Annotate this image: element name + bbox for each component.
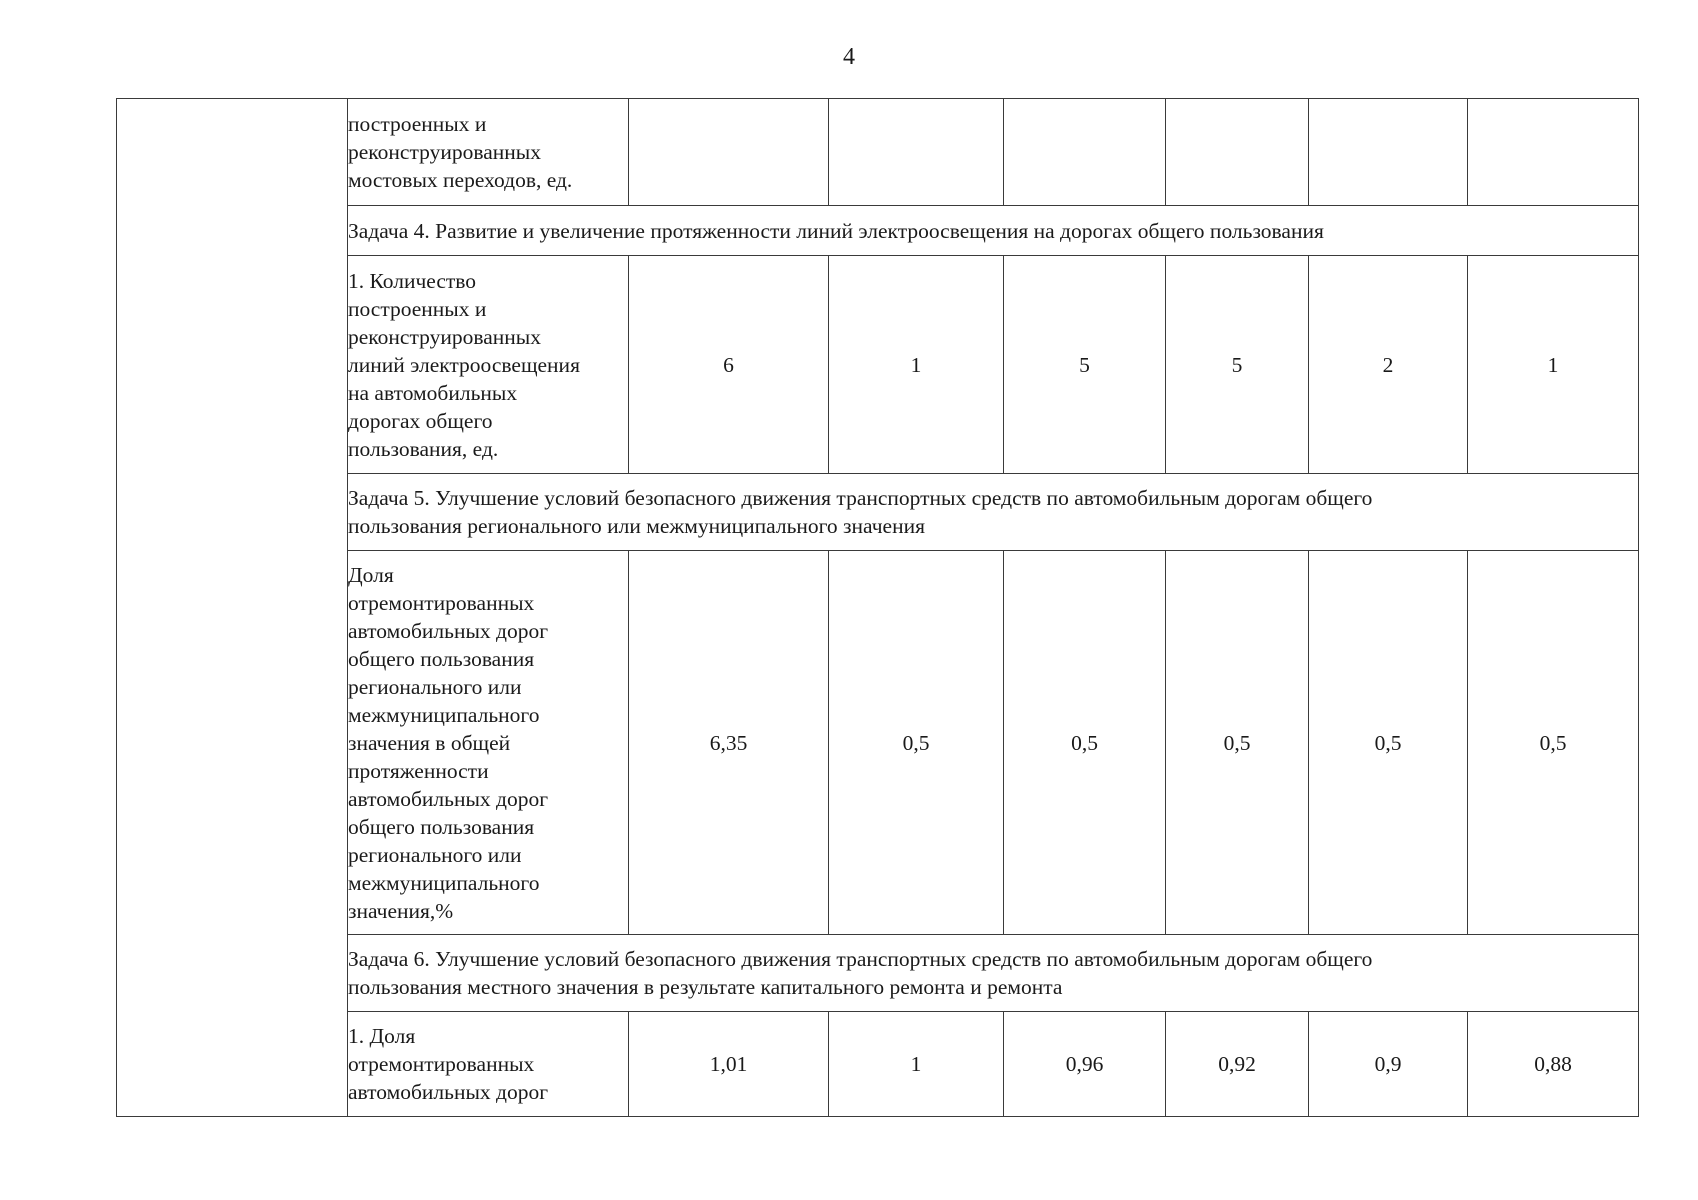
indicator-value: 6: [629, 256, 829, 474]
indicator-value: [1309, 99, 1468, 206]
indicator-value: 0,92: [1166, 1012, 1309, 1117]
indicator-value: 1: [829, 256, 1004, 474]
indicators-table: [116, 98, 1639, 1117]
indicator-value: 6,35: [629, 551, 829, 935]
indicator-value: [1166, 99, 1309, 206]
indicator-value: 0,5: [1309, 551, 1468, 935]
task-heading: Задача 4. Развитие и увеличение протяженности линий электроосвещения на дорогах общего пользования: [348, 206, 1639, 256]
indicator-value: 0,9: [1309, 1012, 1468, 1117]
indicator-name: 1. Доля отремонтированных автомобильных дорог: [348, 1012, 629, 1117]
indicator-value: 5: [1166, 256, 1309, 474]
indicator-value: 0,5: [829, 551, 1004, 935]
table-body: [117, 99, 1639, 1117]
indicator-name: Доля отремонтированных автомобильных дорог общего пользования регионального или межмуниципального значения в общей протяженности автомобильных дорог общего пользования регионального или межмуниципального значения,%: [348, 551, 629, 935]
page-number: 4: [843, 44, 855, 70]
indicator-value: 5: [1004, 256, 1166, 474]
indicator-value: [1468, 99, 1639, 206]
indicator-value: 1: [1468, 256, 1639, 474]
indicator-value: 0,96: [1004, 1012, 1166, 1117]
task-heading: Задача 6. Улучшение условий безопасного движения транспортных средств по автомобильным дорогам общего пользования местного значения в результате капитального ремонта и ремонта: [348, 935, 1639, 1012]
indicator-value: 0,88: [1468, 1012, 1639, 1117]
program-name-cell: [117, 99, 348, 1117]
indicator-value: 2: [1309, 256, 1468, 474]
indicator-value: [629, 99, 829, 206]
indicator-name: построенных и реконструированных мостовых переходов, ед.: [348, 99, 629, 206]
indicator-value: 0,5: [1468, 551, 1639, 935]
indicator-value: 0,5: [1004, 551, 1166, 935]
task-heading: Задача 5. Улучшение условий безопасного движения транспортных средств по автомобильным дорогам общего пользования регионального или межмуниципального значения: [348, 474, 1639, 551]
indicator-value: [829, 99, 1004, 206]
indicator-value: [1004, 99, 1166, 206]
indicator-row: [117, 99, 1639, 206]
indicator-value: 0,5: [1166, 551, 1309, 935]
indicator-value: 1,01: [629, 1012, 829, 1117]
indicator-value: 1: [829, 1012, 1004, 1117]
indicator-name: 1. Количество построенных и реконструированных линий электроосвещения на автомобильных дорогах общего пользования, ед.: [348, 256, 629, 474]
